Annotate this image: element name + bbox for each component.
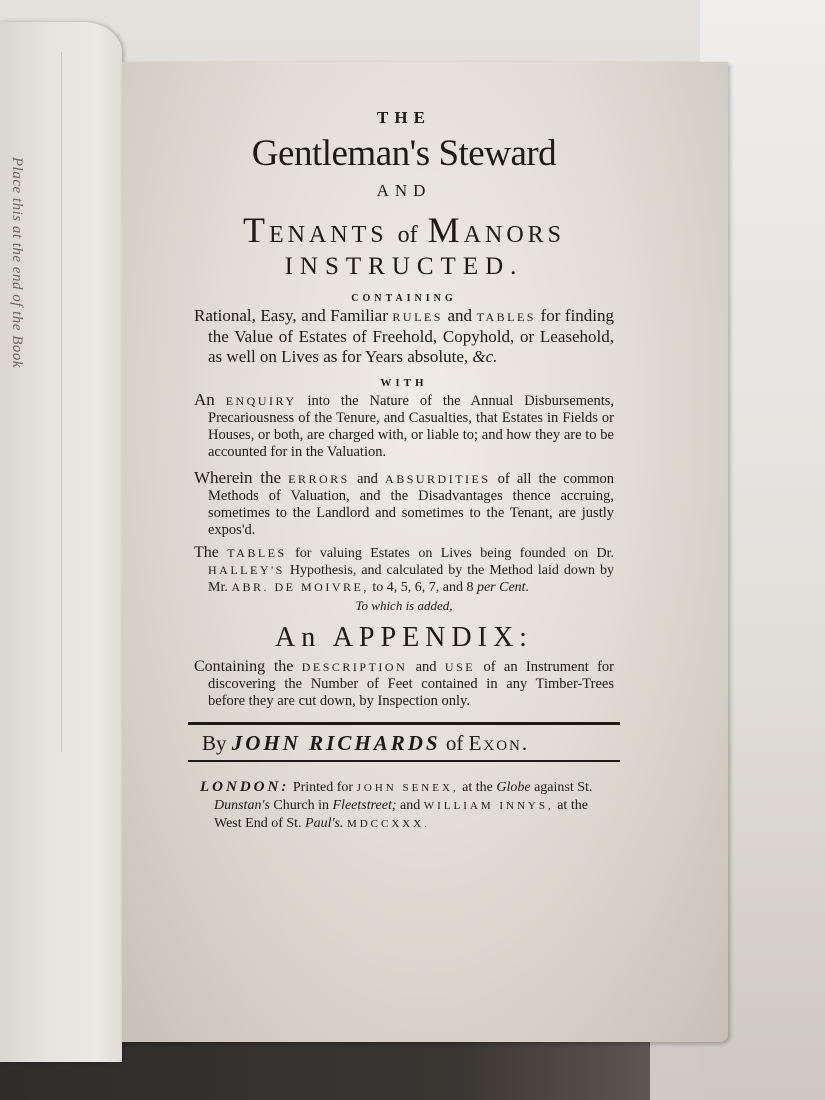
enquiry-paragraph: An ENQUIRY into the Nature of the Annual Disbursements, Precariousness of the Tenure, and Casualties, that Estates in Fields or Houses, or both, are charged with, or liable to; and how they are to be accounted for in the Valuation.	[194, 390, 615, 460]
left-flyleaf	[0, 22, 122, 1062]
divider-rule-bottom	[188, 760, 620, 762]
manuscript-note: Place this at the end of the Book	[9, 157, 25, 369]
containing-label: CONTAINING	[351, 293, 457, 304]
author-line: By JOHN RICHARDS of Exon.	[202, 731, 530, 755]
appendix-paragraph: Containing the DESCRIPTION and USE of an Instrument for discovering the Number of Feet contained in any Timber-Trees before they are cut down, by Inspection only.	[194, 658, 615, 709]
wherein-paragraph: Wherein the ERRORS and ABSURDITIES of all the common Methods of Valuation, and the Disadvantages thence accruing, sometimes to the Landlord and sometimes to the Tenant, are justly expos'd.	[194, 468, 615, 538]
title-page	[122, 62, 728, 1042]
subtitle-instructed: INSTRUCTED.	[284, 253, 524, 280]
title-the: THE	[377, 108, 431, 127]
tables-paragraph: The TABLES for valuing Estates on Lives being founded on Dr. HALLEY'S Hypothesis, and calculated by the Method laid down by Mr. ABR. DE MOIVRE, to 4, 5, 6, 7, and 8 per Cent.	[194, 544, 614, 595]
subtitle-tenants-of-manors: TENANTS of MANORS	[242, 210, 566, 250]
title-and: AND	[376, 181, 432, 200]
title-page-content	[194, 102, 614, 833]
contents-paragraph: Rational, Easy, and Familiar RULES and TABLES for finding the Value of Estates of Freehold, Copyhold, or Leasehold, as well on Lives as for Years absolute, &c.	[194, 306, 615, 366]
appendix-title: An APPENDIX:	[275, 622, 533, 653]
to-which-is-added: To which is added,	[355, 598, 453, 613]
imprint: LONDON: Printed for JOHN SENEX, at the Globe against St. Dunstan's Church in Fleetstreet; and WILLIAM INNYS, at the West End of St. Paul's. MDCCXXX.	[200, 779, 593, 831]
main-title: Gentleman's Steward	[251, 133, 557, 174]
divider-rule-top	[188, 722, 620, 725]
with-label: WITH	[380, 377, 428, 389]
